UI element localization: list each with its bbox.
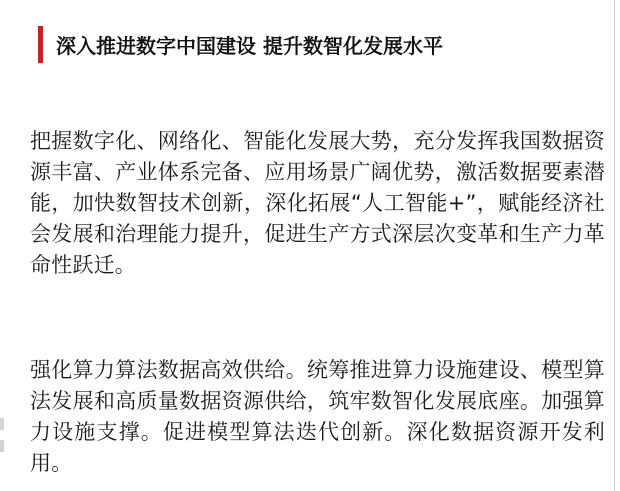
heading-accent-bar: [38, 26, 43, 63]
paragraph-digital-development: 把握数字化、网络化、智能化发展大势，充分发挥我国数据资源丰富、产业体系完备、应用场景广阔优势，激活数据要素潜能，加快数智技术创新，深化拓展“人工智能+”，赋能经济社会发展和治理能力提升，促进生产方式深层次变革和生产力革命性跃迁。: [30, 129, 605, 277]
scroll-edge-mark: [0, 440, 4, 452]
page-divider: [614, 0, 615, 491]
paragraph-compute-supply: 强化算力算法数据高效供给。统筹推进算力设施建设、模型算法发展和高质量数据资源供给，筑牢数智化发展底座。加强算力设施支撑。促进模型算法迭代创新。深化数据资源开发利用。: [30, 358, 605, 475]
section-heading: [38, 26, 443, 63]
section-title: 深入推进数字中国建设 提升数智化发展水平: [56, 34, 443, 58]
scroll-edge-mark: [0, 418, 4, 430]
